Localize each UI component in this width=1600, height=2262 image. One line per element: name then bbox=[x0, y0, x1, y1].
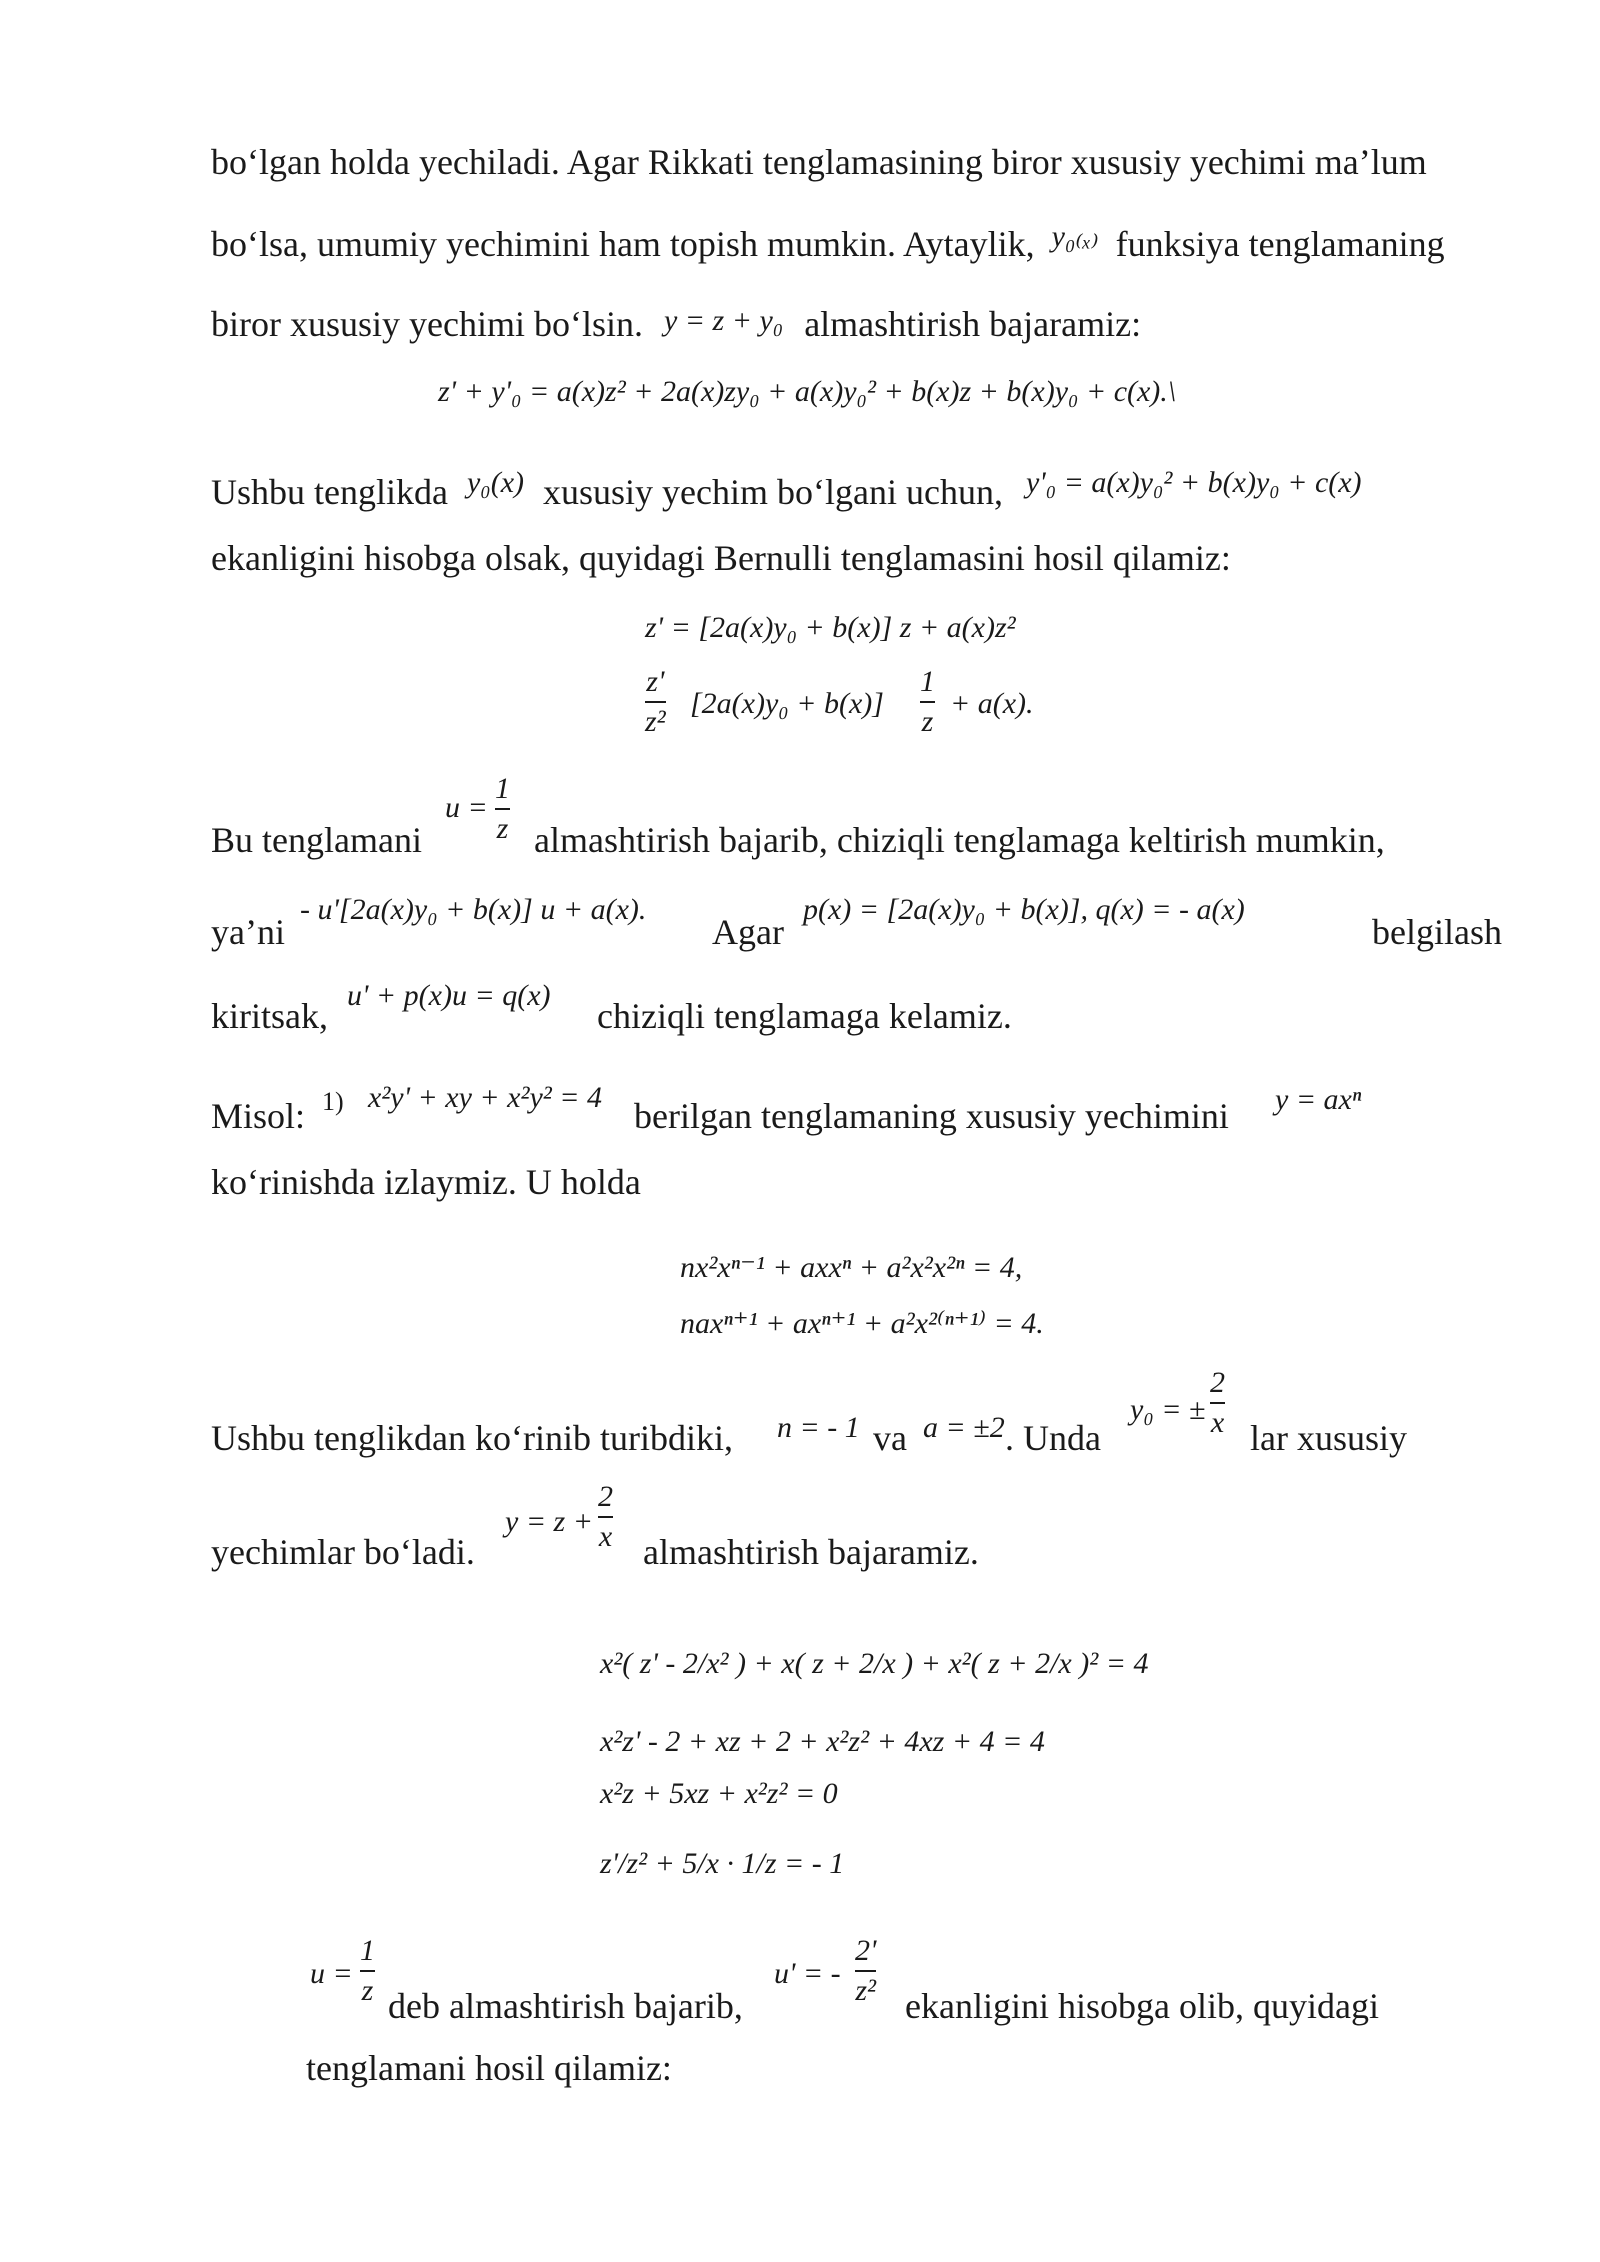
fraction-bar bbox=[855, 1970, 876, 1972]
equation: z'/z² + 5/x · 1/z = - 1 bbox=[600, 1847, 845, 1880]
paragraph-line: chiziqli tenglamaga kelamiz. bbox=[597, 996, 1012, 1036]
paragraph-line: . Unda bbox=[1005, 1418, 1101, 1458]
math-inline: y = z + y₀ bbox=[663, 304, 784, 337]
fraction-bar bbox=[920, 701, 935, 703]
numerator: 1 bbox=[360, 1934, 375, 1967]
numerator: 2 bbox=[1210, 1366, 1225, 1399]
fraction bbox=[855, 1934, 876, 2008]
equation: z' = [2a(x)y₀ + b(x)] z + a(x)z² bbox=[645, 611, 1016, 644]
math-inline: n = - 1 bbox=[777, 1411, 860, 1444]
equation-part: + a(x). bbox=[950, 687, 1034, 720]
denominator: z² bbox=[645, 705, 666, 738]
fraction-bar bbox=[598, 1516, 613, 1518]
paragraph-line: kiritsak, bbox=[211, 996, 328, 1036]
paragraph-line: Ushbu tenglikdan ko‘rinib turibdiki, bbox=[211, 1418, 733, 1458]
denominator: z bbox=[361, 1974, 374, 2007]
denominator: z bbox=[921, 705, 934, 738]
paragraph-line: belgilash bbox=[1372, 912, 1502, 952]
fraction bbox=[920, 665, 935, 739]
equation: z' + y'₀ = a(x)z² + 2a(x)zy₀ + a(x)y₀² + b(x)z + b(x)y₀ + c(x).\ bbox=[438, 375, 1177, 408]
math-inline: y₀(x) bbox=[466, 466, 525, 499]
equation: x²( z' - 2/x² ) + x( z + 2/x ) + x²( z + 2/x )² = 4 bbox=[600, 1647, 1149, 1680]
paragraph-line bbox=[211, 302, 1141, 349]
math-inline: u = bbox=[310, 1957, 353, 1990]
numerator: 2 bbox=[598, 1480, 613, 1513]
equation: x²z' - 2 + xz + 2 + x²z² + 4xz + 4 = 4 bbox=[600, 1725, 1045, 1758]
paragraph-line: lar xususiy bbox=[1250, 1418, 1407, 1458]
fraction bbox=[598, 1480, 613, 1554]
math-inline: y₀ = ± bbox=[1130, 1393, 1206, 1426]
math-inline: u' = - bbox=[774, 1957, 841, 1990]
paragraph-line: ekanligini hisobga olsak, quyidagi Bernulli tenglamasini hosil qilamiz: bbox=[211, 538, 1231, 578]
denominator: x bbox=[598, 1520, 613, 1553]
paragraph-line: va bbox=[873, 1418, 907, 1458]
fraction bbox=[645, 665, 666, 739]
paragraph-line: Agar bbox=[712, 912, 784, 952]
paragraph-line: Bu tenglamani bbox=[211, 820, 422, 860]
math-inline: y = z + bbox=[505, 1505, 593, 1538]
math-inline: x²y' + xy + x²y² = 4 bbox=[368, 1081, 603, 1114]
paragraph-line: almashtirish bajarib, chiziqli tenglamaga keltirish mumkin, bbox=[534, 820, 1385, 860]
text: funksiya tenglamaning bbox=[1115, 224, 1445, 264]
paragraph-line bbox=[211, 222, 1445, 269]
fraction-bar bbox=[1210, 1402, 1225, 1404]
fraction-bar bbox=[645, 701, 666, 703]
fraction-bar bbox=[495, 808, 510, 810]
paragraph-line: tenglamani hosil qilamiz: bbox=[306, 2048, 672, 2088]
equation: naxⁿ⁺¹ + axⁿ⁺¹ + a²x²⁽ⁿ⁺¹⁾ = 4. bbox=[680, 1307, 1044, 1340]
text: biror xususiy yechimi bo‘lsin. bbox=[211, 304, 643, 344]
equation: x²z + 5xz + x²z² = 0 bbox=[600, 1777, 838, 1810]
equation-part: [2a(x)y₀ + b(x)] bbox=[690, 687, 884, 720]
numerator: 1 bbox=[920, 665, 935, 698]
math-inline: u' + p(x)u = q(x) bbox=[347, 979, 551, 1012]
fraction bbox=[495, 772, 510, 846]
math-inline: a = ±2 bbox=[923, 1411, 1005, 1444]
fraction-bar bbox=[360, 1970, 375, 1972]
paragraph-line: ko‘rinishda izlaymiz. U holda bbox=[211, 1162, 641, 1202]
math-inline: y = axⁿ bbox=[1275, 1083, 1362, 1116]
text: almashtirish bajaramiz: bbox=[804, 304, 1142, 344]
text: Ushbu tenglikda bbox=[211, 472, 448, 512]
math-inline: y'₀ = a(x)y₀² + b(x)y₀ + c(x) bbox=[1025, 466, 1362, 499]
math-inline: - u'[2a(x)y₀ + b(x)] u + a(x). bbox=[300, 893, 647, 926]
paragraph-line: ekanligini hisobga olib, quyidagi bbox=[905, 1986, 1379, 2026]
numerator: 2' bbox=[855, 1934, 877, 1967]
paragraph-line bbox=[211, 466, 1362, 517]
text: bo‘lsa, umumiy yechimini ham topish mumkin. Aytaylik, bbox=[211, 224, 1035, 264]
numerator: z' bbox=[646, 665, 665, 698]
paragraph-line: berilgan tenglamaning xususiy yechimini bbox=[634, 1096, 1229, 1136]
denominator: x bbox=[1210, 1406, 1225, 1439]
denominator: z bbox=[496, 812, 509, 845]
fraction bbox=[1210, 1366, 1225, 1440]
text: xususiy yechim bo‘lgani uchun, bbox=[543, 472, 1003, 512]
equation: nx²xⁿ⁻¹ + axxⁿ + a²x²x²ⁿ = 4, bbox=[680, 1251, 1023, 1284]
paragraph-line: ya’ni bbox=[211, 912, 285, 952]
paragraph-line: Misol: bbox=[211, 1096, 306, 1136]
paragraph-line: almashtirish bajaramiz. bbox=[643, 1532, 979, 1572]
math-inline: p(x) = [2a(x)y₀ + b(x)], q(x) = - a(x) bbox=[803, 893, 1245, 926]
paragraph-line: yechimlar bo‘ladi. bbox=[211, 1532, 475, 1572]
numerator: 1 bbox=[495, 772, 510, 805]
list-number: 1) bbox=[322, 1087, 344, 1116]
paragraph-line: bo‘lgan holda yechiladi. Agar Rikkati tenglamasining biror xususiy yechimi ma’lum bbox=[211, 142, 1427, 182]
math-inline: u = bbox=[445, 791, 488, 824]
paragraph-line: deb almashtirish bajarib, bbox=[388, 1986, 743, 2026]
math-inline: y₀₍ₓ₎ bbox=[1051, 220, 1099, 253]
denominator: z² bbox=[855, 1974, 877, 2007]
fraction bbox=[360, 1934, 375, 2008]
